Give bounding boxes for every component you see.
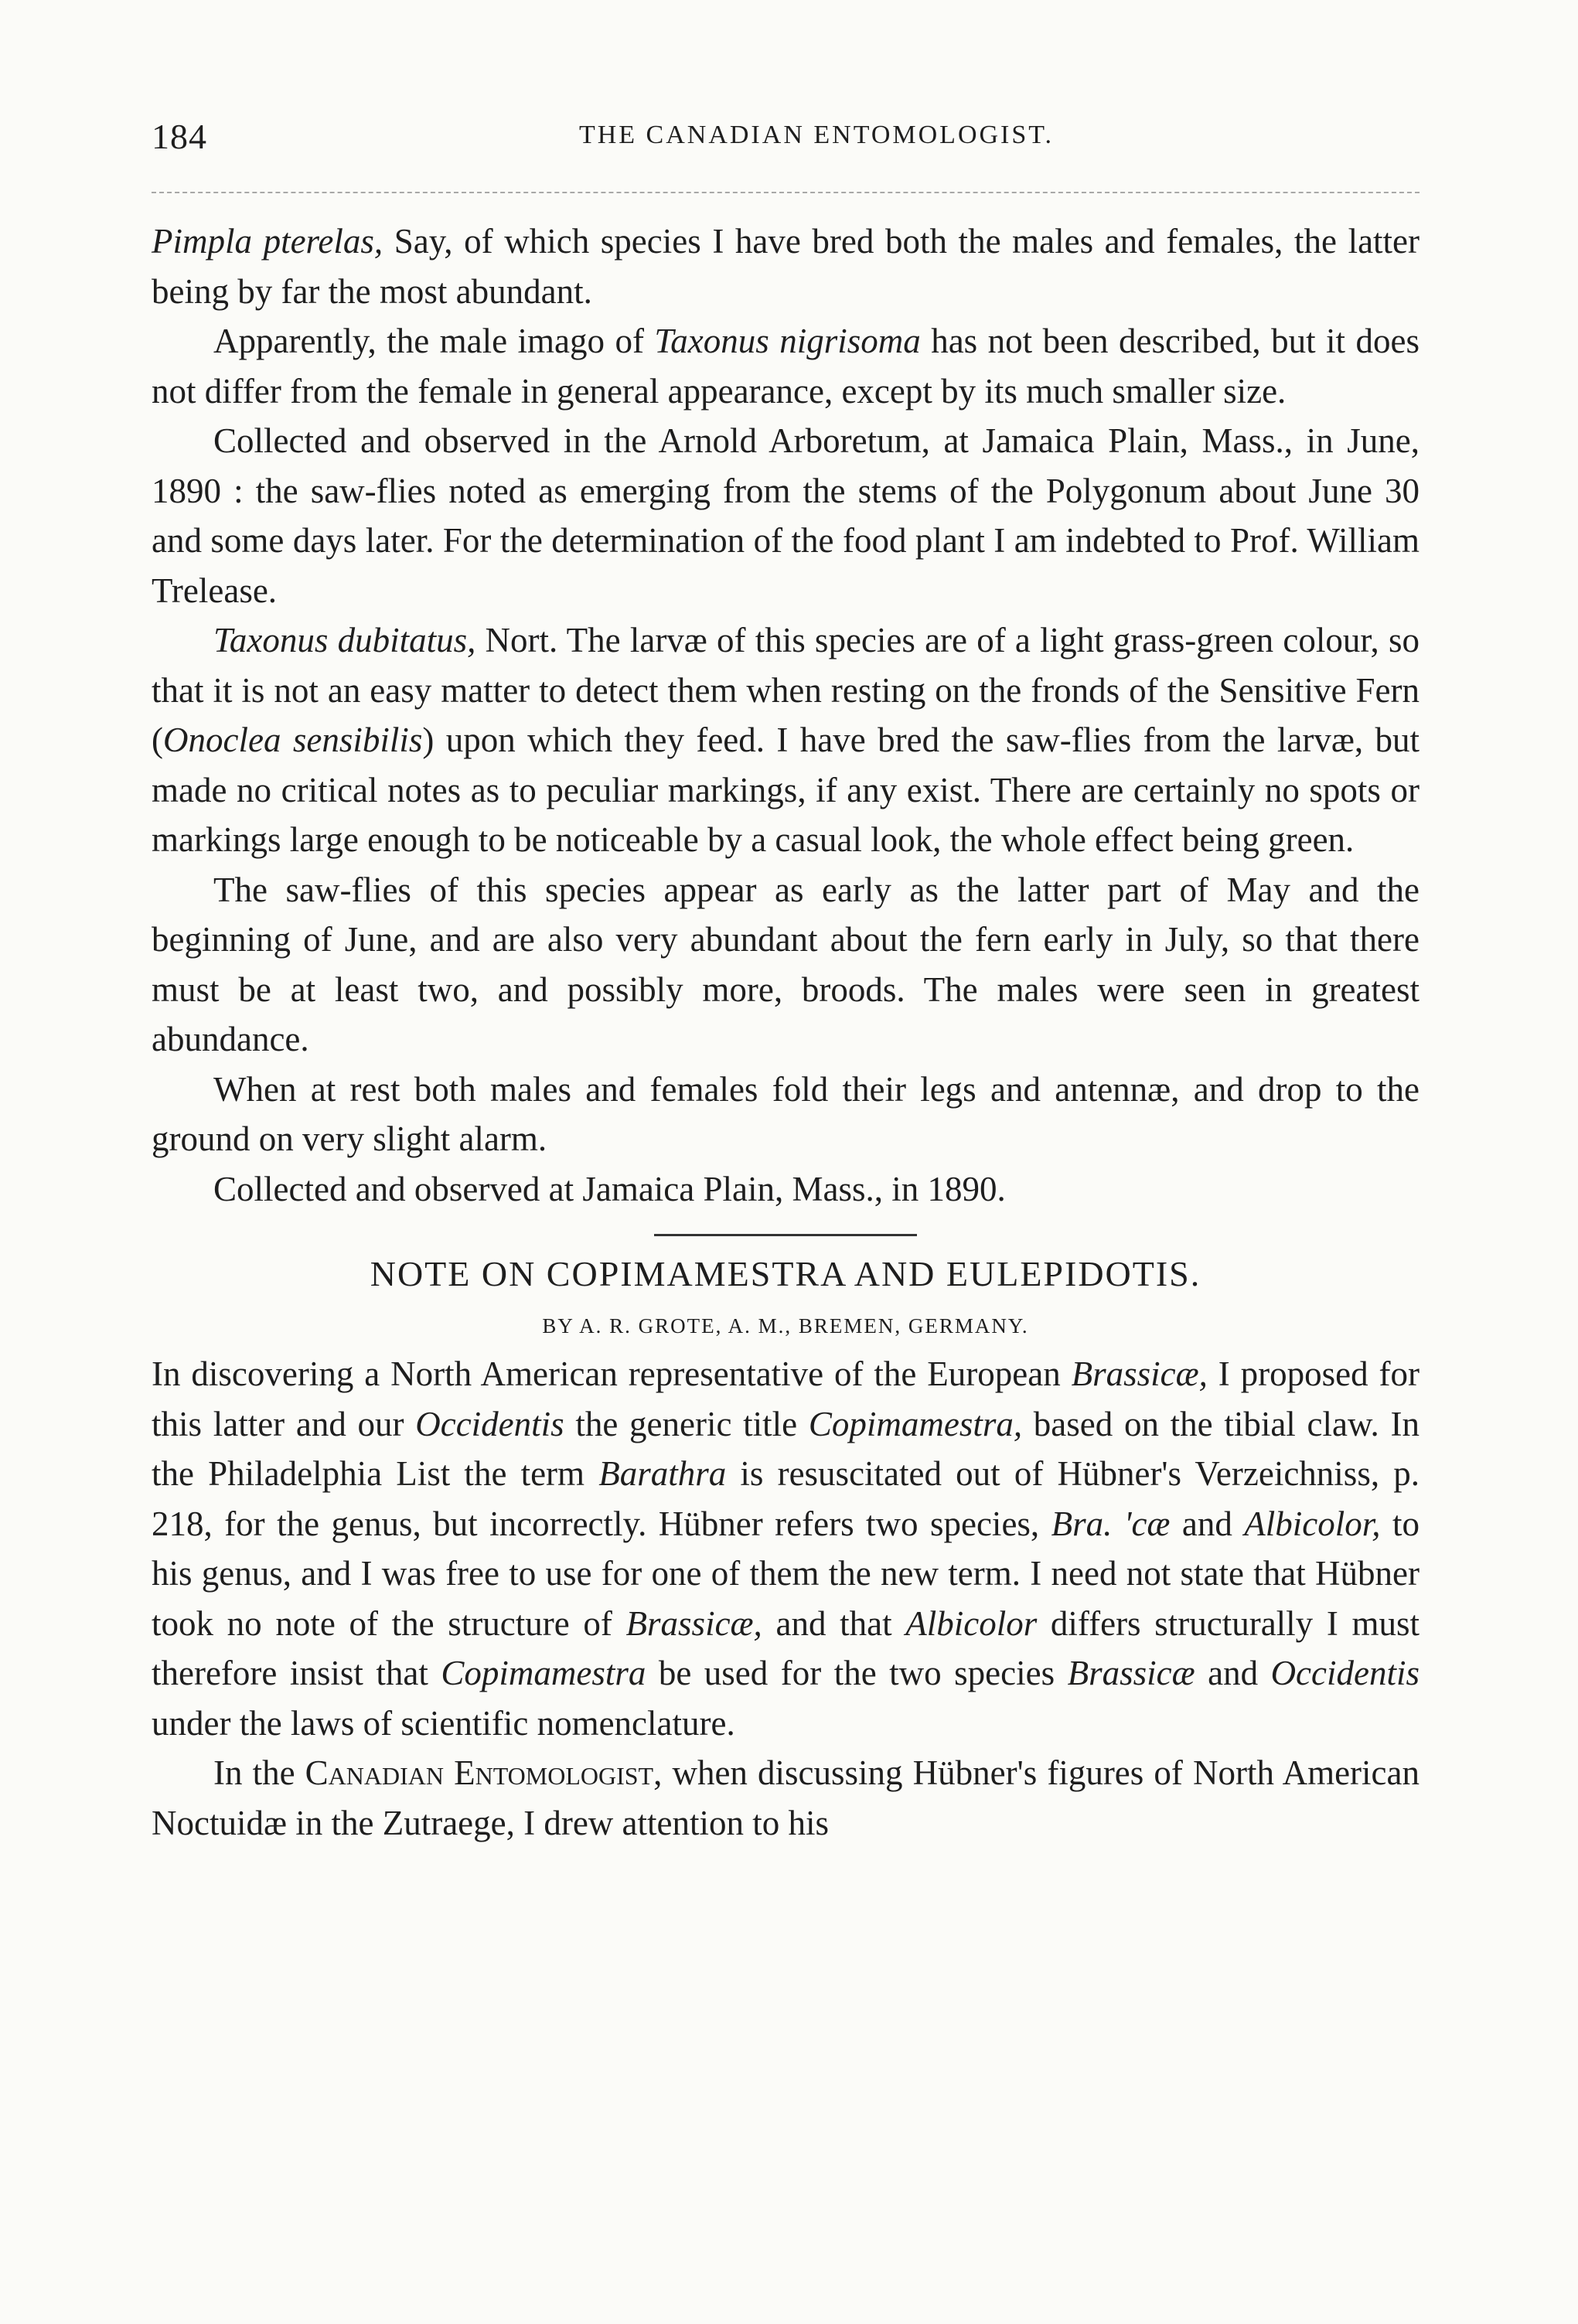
paragraph [152,615,1420,865]
running-head: THE CANADIAN ENTOMOLOGIST. [578,121,1055,149]
italic-text: Brassicæ [1067,1654,1195,1692]
header-rule [152,192,1420,193]
text-run: and that [762,1603,906,1643]
text-run: The saw-flies of this species appear as early as the latter part of May and the beginning of June, and are also very abundant about the fern early in July, so that there must be at least two, and possibly more, broods. The males were seen in greatest abundance. [152,870,1420,1058]
text-run: Collected and observed at Jamaica Plain, Mass., in 1890. [213,1169,1006,1208]
text-run: differs structurally I must therefore insist that [152,1603,1420,1692]
italic-text: Taxonus nigrisoma [654,322,921,360]
italic-text: Copimamestra, [808,1404,1023,1443]
text-run: based on the tibial claw. In the Philadelphia List the term [152,1404,1420,1493]
note-title: NOTE ON COPIMAMESTRA AND EULEPIDOTIS. [370,1254,1201,1293]
text-run: Nort. The larvæ of this species are of a light grass-green colour, so that it is not an easy matter to detect them when resting on the fronds of the Sensitive Fern ( [152,621,1420,759]
page-number: 184 [152,117,207,156]
text-run: be used for the two species [646,1654,1068,1692]
paragraph [152,1065,1420,1164]
text-run: to his genus, and I was free to use for one of them the new term. I need not state that Hübner took no note of the structure of [152,1504,1420,1643]
paragraph [152,1349,1420,1748]
italic-text: Brassicæ, [625,1603,762,1643]
document-page [152,116,1420,1848]
article-body-top [152,216,1420,1214]
text-run: and [1195,1654,1271,1692]
italic-text: Copimamestra [441,1654,646,1692]
paragraph [152,316,1420,416]
paragraph [152,1164,1420,1215]
text-run: when discussing Hübner's figures of North American Noctuidæ in the Zutraege, I drew attention to his [152,1753,1420,1842]
text-run: has not been described, but it does not differ from the female in general appearance, except by its much smaller size. [152,322,1420,411]
text-run: Canadian Entomologist, [305,1753,663,1792]
italic-text: Taxonus dubitatus, [213,621,476,659]
paragraph [152,216,1420,316]
article-body-bottom [152,1349,1420,1848]
italic-text: Pimpla pterelas, [152,222,383,261]
text-run: and [1170,1504,1245,1543]
italic-text: Brassicæ, [1071,1355,1208,1393]
italic-text: Bra. 'cæ [1051,1504,1171,1543]
page-header [152,116,1420,170]
text-run: the generic title [564,1404,809,1443]
byline: BY A. R. GROTE, A. M., BREMEN, GERMANY. [542,1314,1029,1337]
text-run: In discovering a North American representative of the European [152,1355,1072,1393]
text-run: Collected and observed in the Arnold Arboretum, at Jamaica Plain, Mass., in June, 1890 : the saw-flies noted as emerging from the stems of the Polygonum about June 30 and some days later. For the determination of the food plant I am indebted to Prof. William Trelease. [152,421,1420,610]
italic-text: Albicolor, [1244,1504,1381,1543]
italic-text: Occidentis [1270,1654,1420,1692]
italic-text: Onoclea sensibilis [163,721,423,759]
text-run: In the [213,1753,305,1792]
section-divider [654,1234,917,1236]
text-run: under the laws of scientific nomenclature. [152,1703,735,1743]
paragraph [152,416,1420,615]
italic-text: Albicolor [905,1603,1038,1643]
text-run: Say, of which species I have bred both the males and females, the latter being by far the most abundant. [152,222,1420,311]
paragraph [152,1748,1420,1848]
italic-text: Barathra [598,1454,727,1493]
text-run: ) upon which they feed. I have bred the saw-flies from the larvæ, but made no critical notes as to peculiar markings, if any exist. There are certainly no spots or markings large enough to be noticeable by a casual look, the whole effect being green. [152,721,1420,859]
italic-text: Occidentis [415,1404,564,1443]
paragraph [152,865,1420,1065]
text-run: I proposed for this latter and our [152,1355,1420,1443]
text-run: When at rest both males and females fold their legs and antennæ, and drop to the ground on very slight alarm. [152,1069,1420,1158]
text-run: is resuscitated out of Hübner's Verzeichniss, p. 218, for the genus, but incorrectly. Hübner refers two species, [152,1454,1420,1543]
text-run: Apparently, the male imago of [213,322,655,360]
